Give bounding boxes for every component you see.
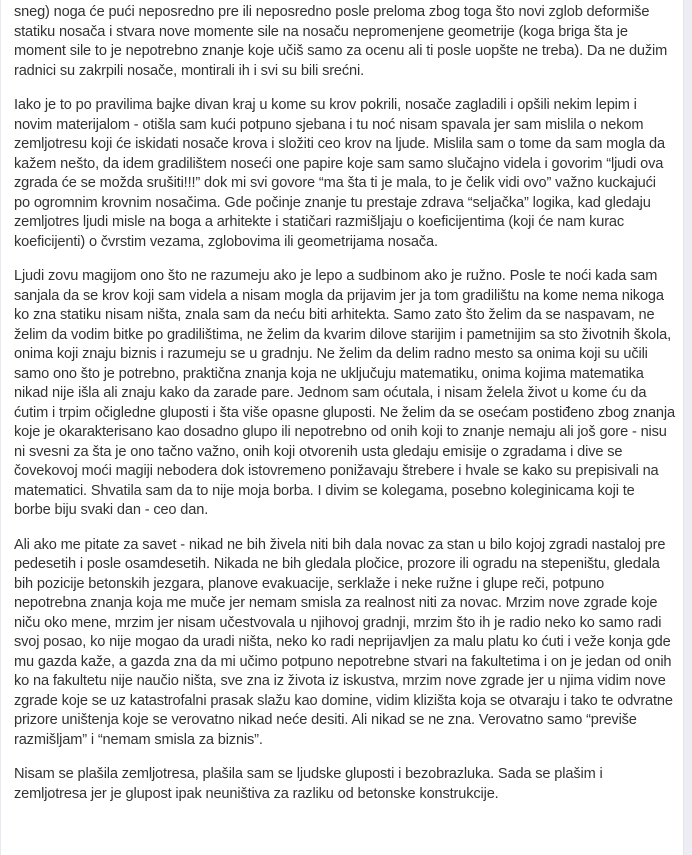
post-paragraph-2: Iako je to po pravilima bajke divan kraj u kome su krov pokrili, nosače zagladili i opšili nekim lepim i novim materijalom - otišla sam kući potpuno sjebana i tu noć nisam spavala jer sam mislila o nekom zemljotresu koji će iskidati nosače krova i složiti ceo krov na ljude. Mislila sam o tome da sam mogla da kažem nešto, da idem gradilištem noseći one papire koje sam samo slučajno videla i govorim “ljudi ova zgrada će se možda srušiti!!!” dok mi svi govore “ma šta ti je mala, to je čelik vidi ovo” važno kuckajući po ogromnim krovnim nosačima. Gde počinje znanje tu prestaje zdrava “seljačka” logika, kad gledaju zemljotres ljudi misle na boga a arhitekte i statičari razmišljaju o koeficijentima (koji će nam kurac koeficijenti) o čvrstim vezama, zglobovima ili geometrijama nosača. <box>14 97 665 250</box>
right-gutter <box>683 0 692 855</box>
post-body <box>14 3 675 819</box>
post-paragraph-4: Ali ako me pitate za savet - nikad ne bih živela niti bih dala novac za stan u bilo kojoj zgradi nastaloj pre pedesetih i posle osamdesetih. Nikada ne bih gledala pločice, prozore ili ogradu na stepeništu, gledala bih pozicije betonskih jezgara, planove evakuacije, serklaže i neke ružne i glupe reči, potpuno nepotrebna znanja koja me muče jer nemam smisla za realnost niti za novac. Mrzim nove zgrade koje niču oko mene, mrzim jer nisam učestvovala u njihovoj gradnji, mrzim što ih je radio neko ko samo radi svoj posao, ko nije mogao da uradi ništa, neko ko radi neprijavljen za malu platu ko ćuti i veže konja gde mu gazda kaže, a gazda zna da mi učimo potpuno nepotrebne stvari na fakultetima i on je jedan od onih ko na fakultetu nije naučio ništa, sve zna iz života iz iskustva, mrzim nove zgrade jer u njima vidim nove zgrade koje se uz katastrofalni prasak slažu kao domine, vidim klizišta koja se otvaraju i tako te odvratne prizore uništenja koje se verovatno nikad neće desiti. Ali nikad se ne zna. Verovatno samo “previše razmišljam” i “nemam smisla za biznis”. <box>14 536 673 748</box>
post-paragraph-5: Nisam se plašila zemljotresa, plašila sam se ljudske gluposti i bezobrazluka. Sada se plašim i zemljotresa jer je glupost ipak neuništiva za razliku od betonske konstrukcije. <box>14 766 603 802</box>
post-paragraph-1: sneg) noga će pući neposredno pre ili neposredno posle preloma zbog toga što novi zglob deformiše statiku nosača i stvara nove momente sile na nosaču nepromenjene geometrije (koga briga šta je moment sile to je nepotrebno znanje koje učiš samo za ocenu ali ti posle uopšte ne treba). Da ne dužim radnici su zakrpili nosače, montirali ih i svi su bili srećni. <box>14 4 668 79</box>
post-paragraph-3: Ljudi zovu magijom ono što ne razumeju ako je lepo a sudbinom ako je ružno. Posle te noći kada sam sanjala da se krov koji sam videla a nisam mogla da prijavim jer ja tom gradilištu na kome nema nikoga ko zna statiku nisam ništa, znala sam da neću biti arhitekta. Samo zato što želim da se naspavam, ne želim da vodim bitke po gradilištima, ne želim da kvarim dilove starijim i pametnijim sa sto životnih škola, onima koji znaju biznis i razumeju se u gradnju. Ne želim da delim radno mesto sa onima koji su učili samo ono što je potrebno, praktična znanja koja ne uključuju matematiku, onima kojima matematika nikad nije išla ali znaju kako da zarade pare. Jednom sam oćutala, i nisam želela život u kome ću da ćutim i trpim očigledne gluposti i šta više opasne gluposti. Ne želim da se osećam postiđeno zbog znanja koje je okarakterisano kao dosadno glupo ili nepotrebno od onih koji to znanje nemaju ali još gore - nisu ni svesni za šta je ono tačno važno, onih koji otvorenih usta gledaju emisije o zgradama i dive se čovekovoj moći magiji nebodera dok istovremeno ponižavaju štrebere i hvale se kako su prepisivali na matematici. Shvatila sam da to nije moja borba. I divim se kolegama, posebno koleginicama koji te borbe biju svaki dan - ceo dan. <box>14 268 675 518</box>
